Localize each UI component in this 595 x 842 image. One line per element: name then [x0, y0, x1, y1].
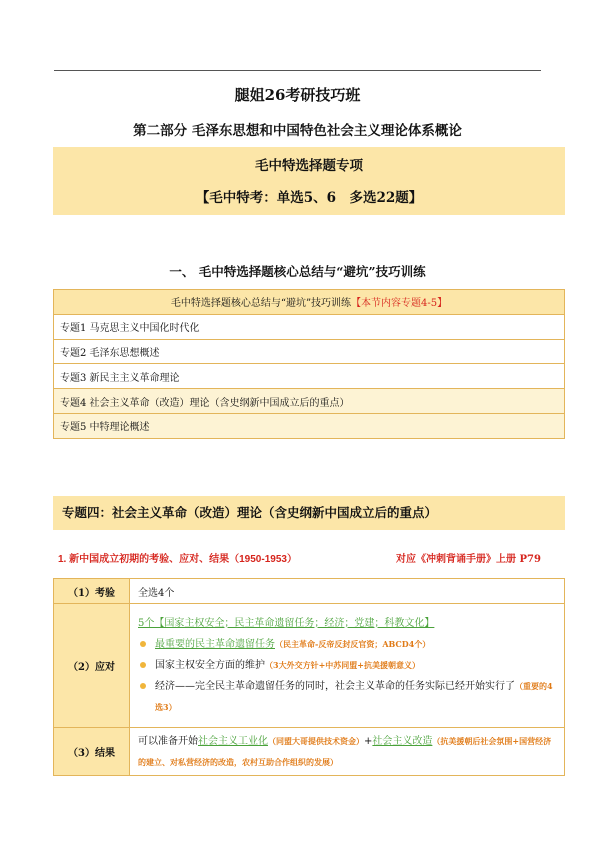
result-term-transformation: 社会主义改造 — [372, 735, 433, 747]
banner-title: 毛中特选择题专项 — [255, 158, 363, 174]
bullet-dot-icon — [140, 641, 146, 647]
toc-table — [53, 289, 565, 439]
part-title: 第二部分 毛泽东思想和中国特色社会主义理论体系概论 — [133, 123, 462, 139]
result-note-1: （同盟大哥提供技术资金） — [268, 735, 364, 746]
toc-row-label: 专题2 毛泽东思想概述 — [54, 339, 565, 364]
banner-subtitle: 【毛中特考：单选5、6 多选22题】 — [195, 190, 423, 206]
row-content: 全选4个 — [130, 579, 565, 604]
row-label: （3）结果 — [54, 728, 130, 776]
toc-row — [54, 389, 565, 414]
toc-row — [54, 413, 565, 438]
row-content — [130, 728, 565, 776]
section-heading: 一、 毛中特选择题核心总结与“避坑”技巧训练 — [169, 264, 426, 279]
row-response — [54, 604, 565, 728]
row-content — [130, 604, 565, 728]
row-exam — [54, 579, 565, 604]
bullet-note: （3大外交方针+中苏同盟+抗美援朝意义） — [265, 659, 420, 670]
toc-header-cell — [54, 290, 565, 315]
toc-header-row — [54, 290, 565, 315]
result-note-2: （抗美援朝后社会氛围+国营经济的建立、对私营经济的改造，农村互助合作组织的发展） — [138, 735, 552, 767]
toc-row — [54, 364, 565, 389]
toc-row-label: 专题3 新民主主义革命理论 — [54, 364, 565, 389]
toc-row — [54, 314, 565, 339]
bullet-dot-icon — [140, 662, 146, 668]
course-title: 腿姐26考研技巧班 — [234, 86, 361, 104]
toc-row — [54, 339, 565, 364]
handbook-reference: 对应《冲刺背诵手册》上册 P79 — [396, 554, 541, 565]
toc-header-text: 毛中特选择题核心总结与“避坑”技巧训练 — [170, 298, 352, 310]
content-table — [53, 578, 565, 776]
title-banner — [53, 147, 565, 215]
row-result — [54, 728, 565, 776]
bullet-dot-icon — [140, 683, 146, 689]
bullet-main: 经济——完全民主革命遗留任务的同时，社会主义革命的任务实际已经开始实行了 — [155, 680, 515, 692]
subsection-title: 1. 新中国成立初期的考验、应对、结果（1950-1953） — [58, 554, 297, 565]
row-label: （1）考验 — [54, 579, 130, 604]
response-summary: 5个【国家主权安全；民主革命遗留任务；经济；党建；科教文化】 — [138, 617, 435, 629]
toc-row-label: 专题5 中特理论概述 — [54, 413, 565, 438]
row-label: （2）应对 — [54, 604, 130, 728]
bullet-main: 最重要的民主革命遗留任务 — [155, 638, 275, 650]
result-plus: + — [364, 735, 373, 747]
topic-heading: 专题四：社会主义革命（改造）理论（含史纲新中国成立后的重点） — [53, 496, 565, 530]
bullet-item — [138, 655, 558, 676]
result-text — [138, 731, 558, 773]
toc-row-label: 专题1 马克思主义中国化时代化 — [54, 314, 565, 339]
bullet-note: （重要的4选3） — [155, 680, 553, 712]
result-term-industrialization: 社会主义工业化 — [198, 735, 268, 747]
bullet-item — [138, 634, 558, 655]
bullet-note: （民主革命-反帝反封反官资；ABCD4个） — [275, 638, 431, 649]
result-prefix: 可以准备开始 — [138, 735, 198, 747]
top-rule — [54, 70, 541, 71]
bullet-item — [138, 676, 558, 718]
toc-row-label: 专题4 社会主义革命（改造）理论（含史纲新中国成立后的重点） — [54, 389, 565, 414]
bullet-main: 国家主权安全方面的维护 — [155, 659, 265, 671]
toc-header-highlight: 【本节内容专题4-5】 — [351, 298, 448, 310]
